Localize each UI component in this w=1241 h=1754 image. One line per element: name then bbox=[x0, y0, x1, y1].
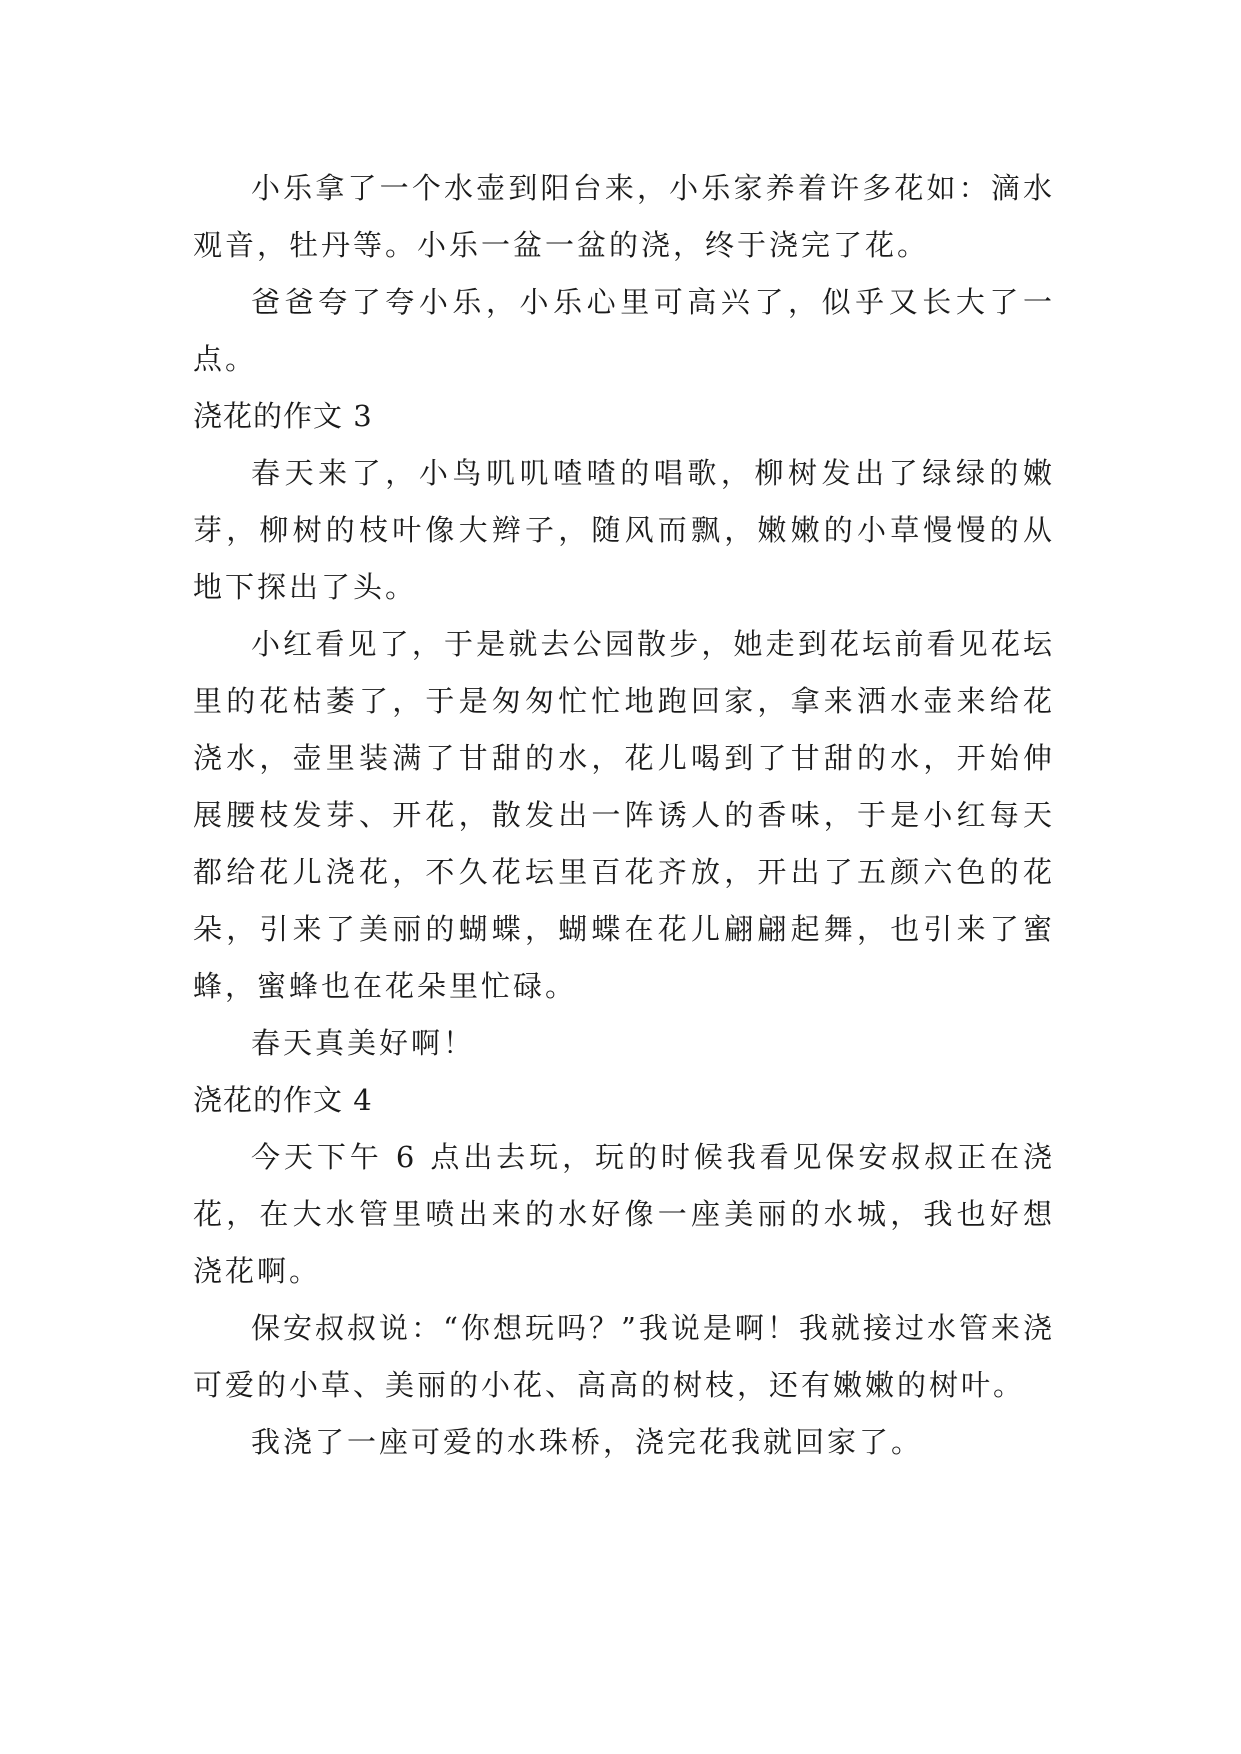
paragraph: 我浇了一座可爱的水珠桥，浇完花我就回家了。 bbox=[251, 1425, 924, 1459]
paragraph: 保安叔叔说：“你想玩吗？”我说是啊！我就接过水管来浇可爱的小草、美丽的小花、高高的树枝，还有嫩嫩的树叶。 bbox=[193, 1311, 1055, 1402]
paragraph: 小红看见了，于是就去公园散步，她走到花坛前看见花坛里的花枯萎了，于是匆匆忙忙地跑回家，拿来洒水壶来给花浇水，壶里装满了甘甜的水，花儿喝到了甘甜的水，开始伸展腰枝发芽、开花，散发出一阵诱人的香味，于是小红每天都给花儿浇花，不久花坛里百花齐放，开出了五颜六色的花朵，引来了美丽的蝴蝶，蝴蝶在花儿翩翩起舞，也引来了蜜蜂，蜜蜂也在花朵里忙碌。 bbox=[193, 627, 1055, 1003]
paragraph: 爸爸夸了夸小乐，小乐心里可高兴了，似乎又长大了一点。 bbox=[193, 285, 1055, 376]
paragraph: 春天来了，小鸟叽叽喳喳的唱歌，柳树发出了绿绿的嫩芽，柳树的枝叶像大辫子，随风而飘，嫩嫩的小草慢慢的从地下探出了头。 bbox=[193, 456, 1055, 604]
section-heading: 浇花的作文 3 bbox=[193, 399, 373, 433]
document-body bbox=[193, 160, 1055, 1471]
paragraph: 今天下午 6 点出去玩，玩的时候我看见保安叔叔正在浇花，在大水管里喷出来的水好像一座美丽的水城，我也好想浇花啊。 bbox=[193, 1140, 1055, 1288]
paragraph: 小乐拿了一个水壶到阳台来，小乐家养着许多花如：滴水观音，牡丹等。小乐一盆一盆的浇，终于浇完了花。 bbox=[193, 171, 1055, 262]
section-heading: 浇花的作文 4 bbox=[193, 1083, 373, 1117]
paragraph: 春天真美好啊！ bbox=[251, 1026, 476, 1060]
